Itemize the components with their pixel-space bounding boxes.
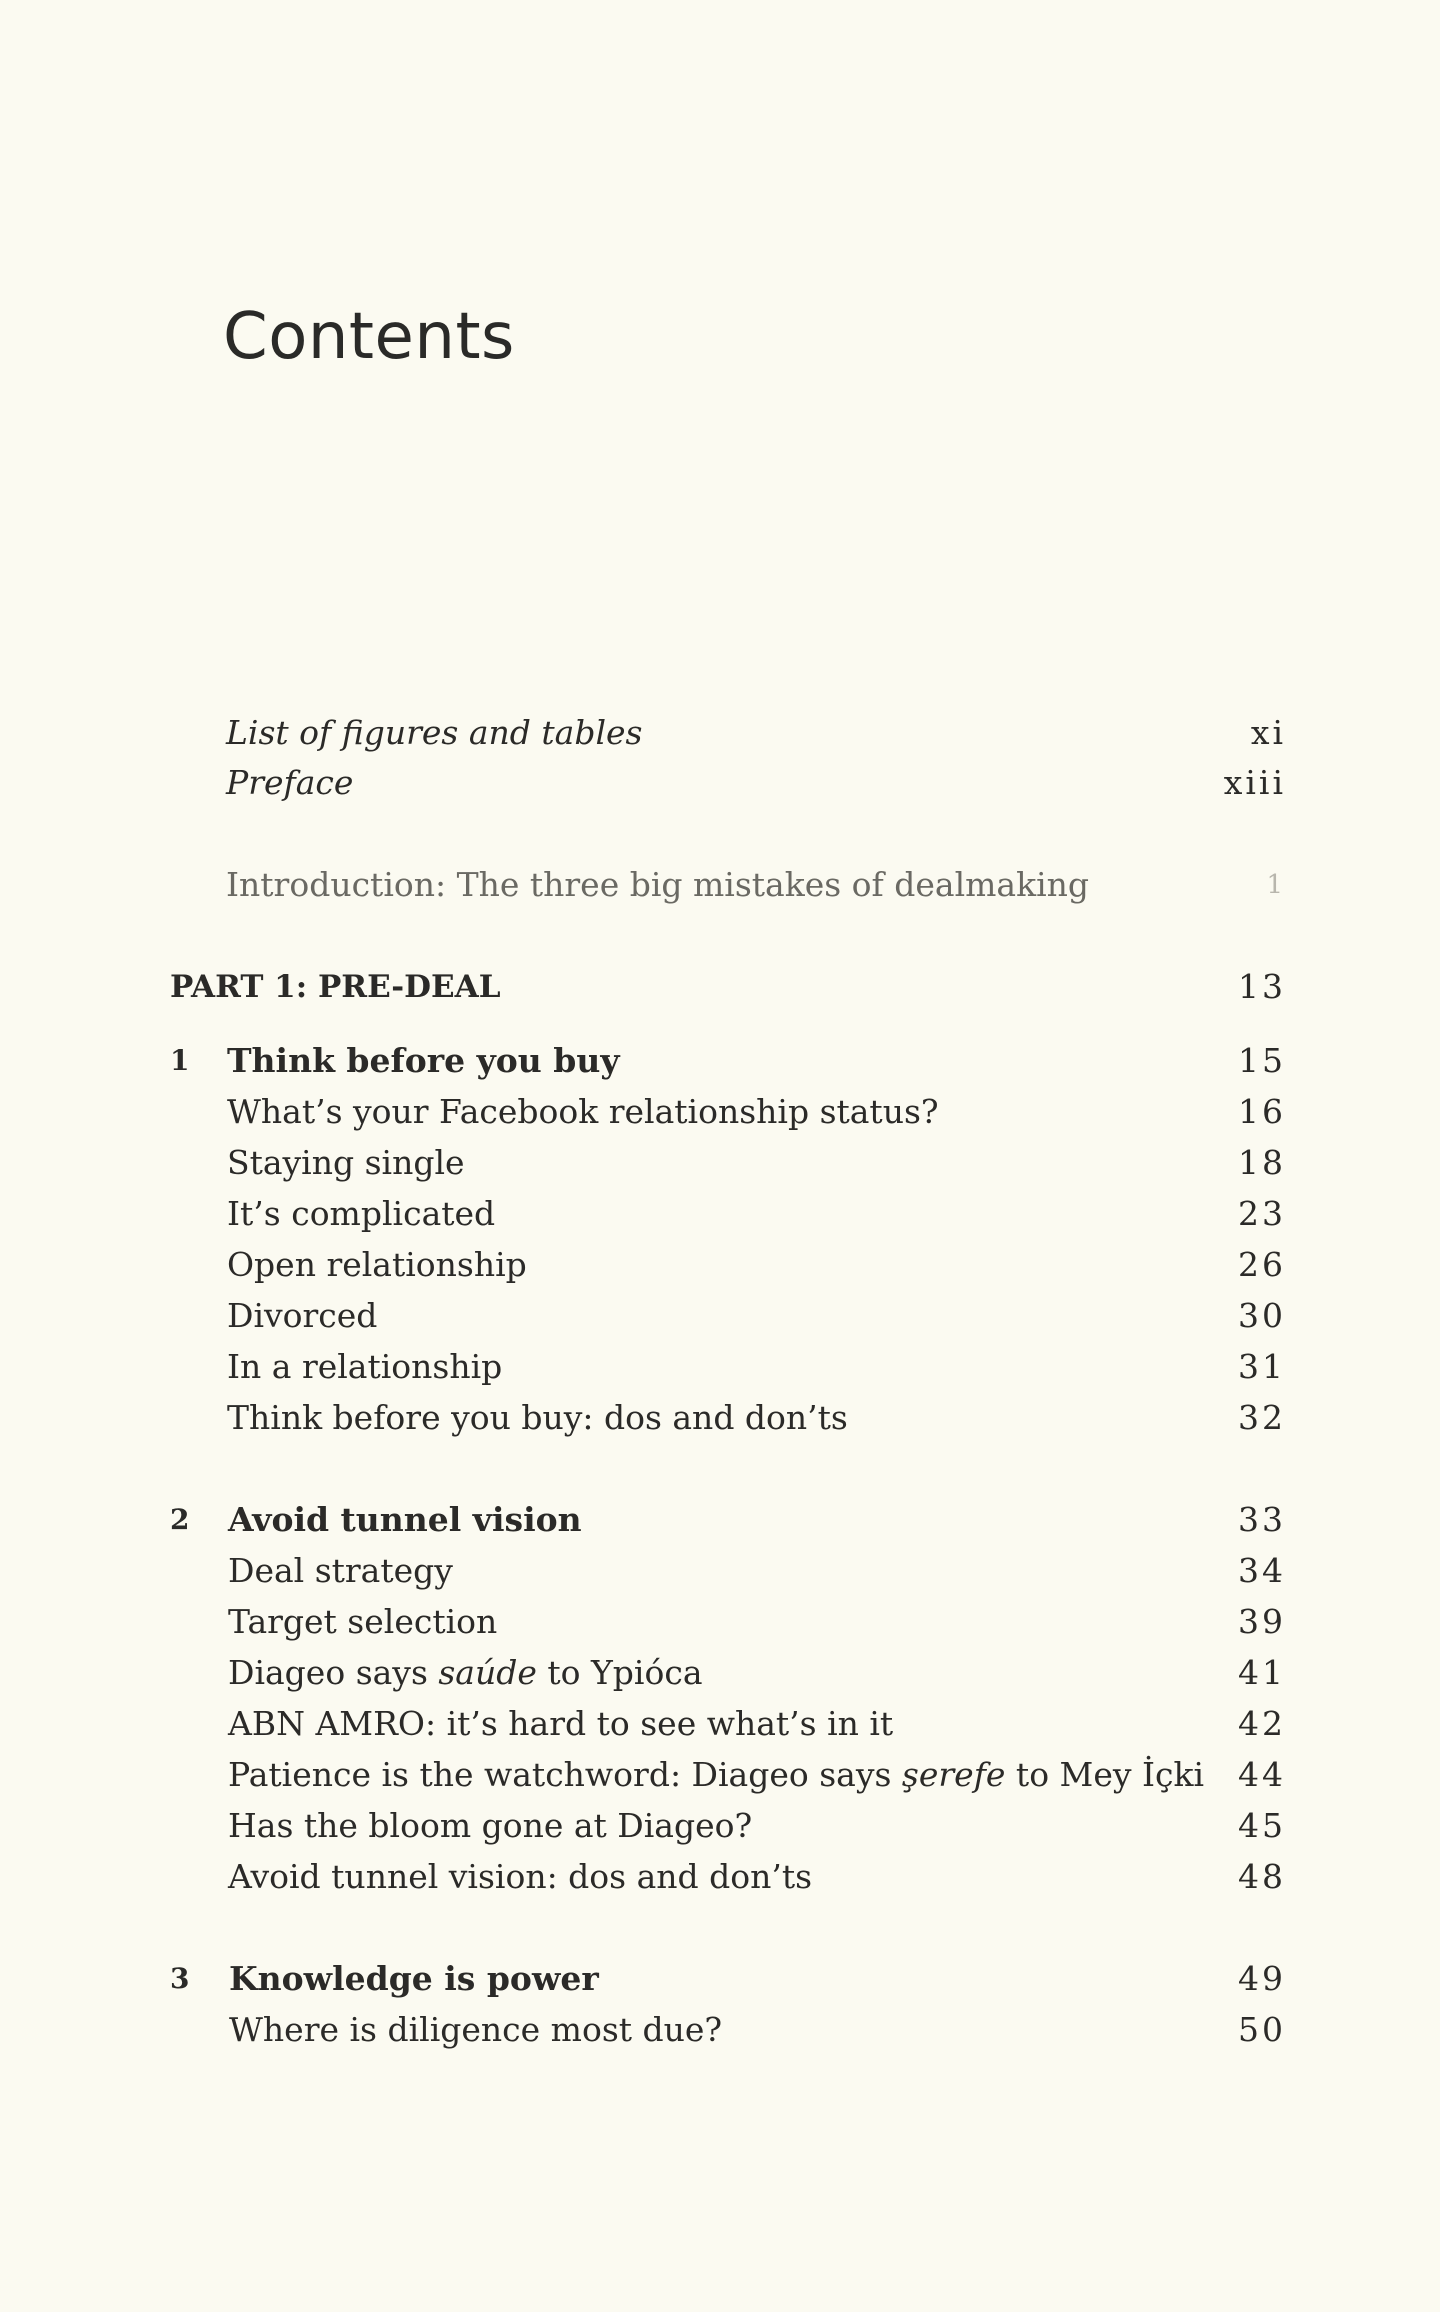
entry-page: 44 bbox=[1238, 1755, 1286, 1794]
section-label: Think before you buy: dos and don’ts bbox=[227, 1398, 848, 1437]
toc-chapter-3[interactable] bbox=[0, 1954, 1440, 2004]
toc-section[interactable] bbox=[0, 1852, 1440, 1902]
toc-section[interactable] bbox=[0, 1546, 1440, 1596]
section-label: Has the bloom gone at Diageo? bbox=[228, 1806, 753, 1845]
entry-label: List of figures and tables bbox=[226, 713, 643, 752]
entry-page: 16 bbox=[1238, 1092, 1286, 1131]
toc-section[interactable] bbox=[0, 1342, 1440, 1392]
chapter-title: Think before you buy bbox=[227, 1041, 620, 1080]
entry-page: 34 bbox=[1238, 1551, 1286, 1590]
toc-section[interactable] bbox=[0, 1087, 1440, 1137]
entry-label: Introduction: The three big mistakes of dealmaking bbox=[226, 865, 1090, 904]
toc-entry-list-of-figures[interactable] bbox=[0, 708, 1440, 758]
entry-page: 42 bbox=[1238, 1704, 1286, 1743]
section-label: ABN AMRO: it’s hard to see what’s in it bbox=[228, 1704, 894, 1743]
section-label: Staying single bbox=[227, 1143, 465, 1182]
toc-section[interactable] bbox=[0, 1189, 1440, 1239]
entry-page: 48 bbox=[1238, 1857, 1286, 1896]
section-label-pre: Diageo says bbox=[228, 1653, 439, 1692]
part-label: PART 1: PRE-DEAL bbox=[170, 969, 501, 1005]
section-label bbox=[228, 1648, 703, 1698]
section-label: Divorced bbox=[227, 1296, 378, 1335]
entry-label: Preface bbox=[226, 763, 354, 802]
toc-section[interactable] bbox=[0, 1801, 1440, 1851]
section-label-post: to Mey İçki bbox=[1005, 1755, 1205, 1794]
section-label: In a relationship bbox=[227, 1347, 503, 1386]
toc-chapter-1[interactable] bbox=[0, 1036, 1440, 1086]
entry-page: 15 bbox=[1238, 1041, 1286, 1080]
chapter-title: Avoid tunnel vision bbox=[228, 1500, 582, 1539]
section-label: Avoid tunnel vision: dos and don’ts bbox=[228, 1857, 813, 1896]
entry-page: xiii bbox=[1223, 763, 1286, 802]
toc-section[interactable] bbox=[0, 1699, 1440, 1749]
entry-page: 45 bbox=[1238, 1806, 1286, 1845]
entry-page: 49 bbox=[1238, 1959, 1286, 1998]
entry-page: 18 bbox=[1238, 1143, 1286, 1182]
entry-page: 31 bbox=[1238, 1347, 1286, 1386]
chapter-number: 2 bbox=[170, 1503, 190, 1536]
entry-page: 13 bbox=[1238, 967, 1286, 1006]
entry-page: 26 bbox=[1238, 1245, 1286, 1284]
entry-page: 1 bbox=[1266, 870, 1286, 900]
entry-page: 30 bbox=[1238, 1296, 1286, 1335]
section-label: Where is diligence most due? bbox=[229, 2010, 723, 2049]
chapter-title: Knowledge is power bbox=[229, 1959, 599, 1998]
page-title: Contents bbox=[223, 300, 515, 374]
section-label-post: to Ypióca bbox=[536, 1653, 703, 1692]
entry-page: 50 bbox=[1238, 2010, 1286, 2049]
section-label-pre: Patience is the watchword: Diageo says bbox=[228, 1755, 902, 1794]
section-label-emphasis: saúde bbox=[438, 1653, 537, 1692]
toc-section[interactable] bbox=[0, 1597, 1440, 1647]
toc-section[interactable] bbox=[0, 1138, 1440, 1188]
chapter-number: 1 bbox=[170, 1044, 190, 1077]
entry-page: xi bbox=[1250, 713, 1286, 752]
entry-page: 33 bbox=[1238, 1500, 1286, 1539]
toc-section[interactable] bbox=[0, 1648, 1440, 1698]
toc-section[interactable] bbox=[0, 1291, 1440, 1341]
toc-section[interactable] bbox=[0, 2005, 1440, 2055]
chapter-number: 3 bbox=[170, 1962, 190, 1995]
section-label: It’s complicated bbox=[227, 1194, 496, 1233]
toc-chapter-2[interactable] bbox=[0, 1495, 1440, 1545]
toc-entry-introduction[interactable] bbox=[0, 860, 1440, 910]
section-label bbox=[228, 1750, 1204, 1800]
section-label-emphasis: şerefe bbox=[901, 1755, 1006, 1794]
section-label: Target selection bbox=[228, 1602, 498, 1641]
entry-page: 23 bbox=[1238, 1194, 1286, 1233]
toc-section[interactable] bbox=[0, 1393, 1440, 1443]
toc-part-heading[interactable] bbox=[0, 962, 1440, 1012]
toc-section[interactable] bbox=[0, 1240, 1440, 1290]
entry-page: 41 bbox=[1238, 1653, 1286, 1692]
section-label: What’s your Facebook relationship status? bbox=[227, 1092, 939, 1131]
entry-page: 32 bbox=[1238, 1398, 1286, 1437]
section-label: Open relationship bbox=[227, 1245, 527, 1284]
toc-section[interactable] bbox=[0, 1750, 1440, 1800]
section-label: Deal strategy bbox=[228, 1551, 453, 1590]
entry-page: 39 bbox=[1238, 1602, 1286, 1641]
toc-entry-preface[interactable] bbox=[0, 758, 1440, 808]
